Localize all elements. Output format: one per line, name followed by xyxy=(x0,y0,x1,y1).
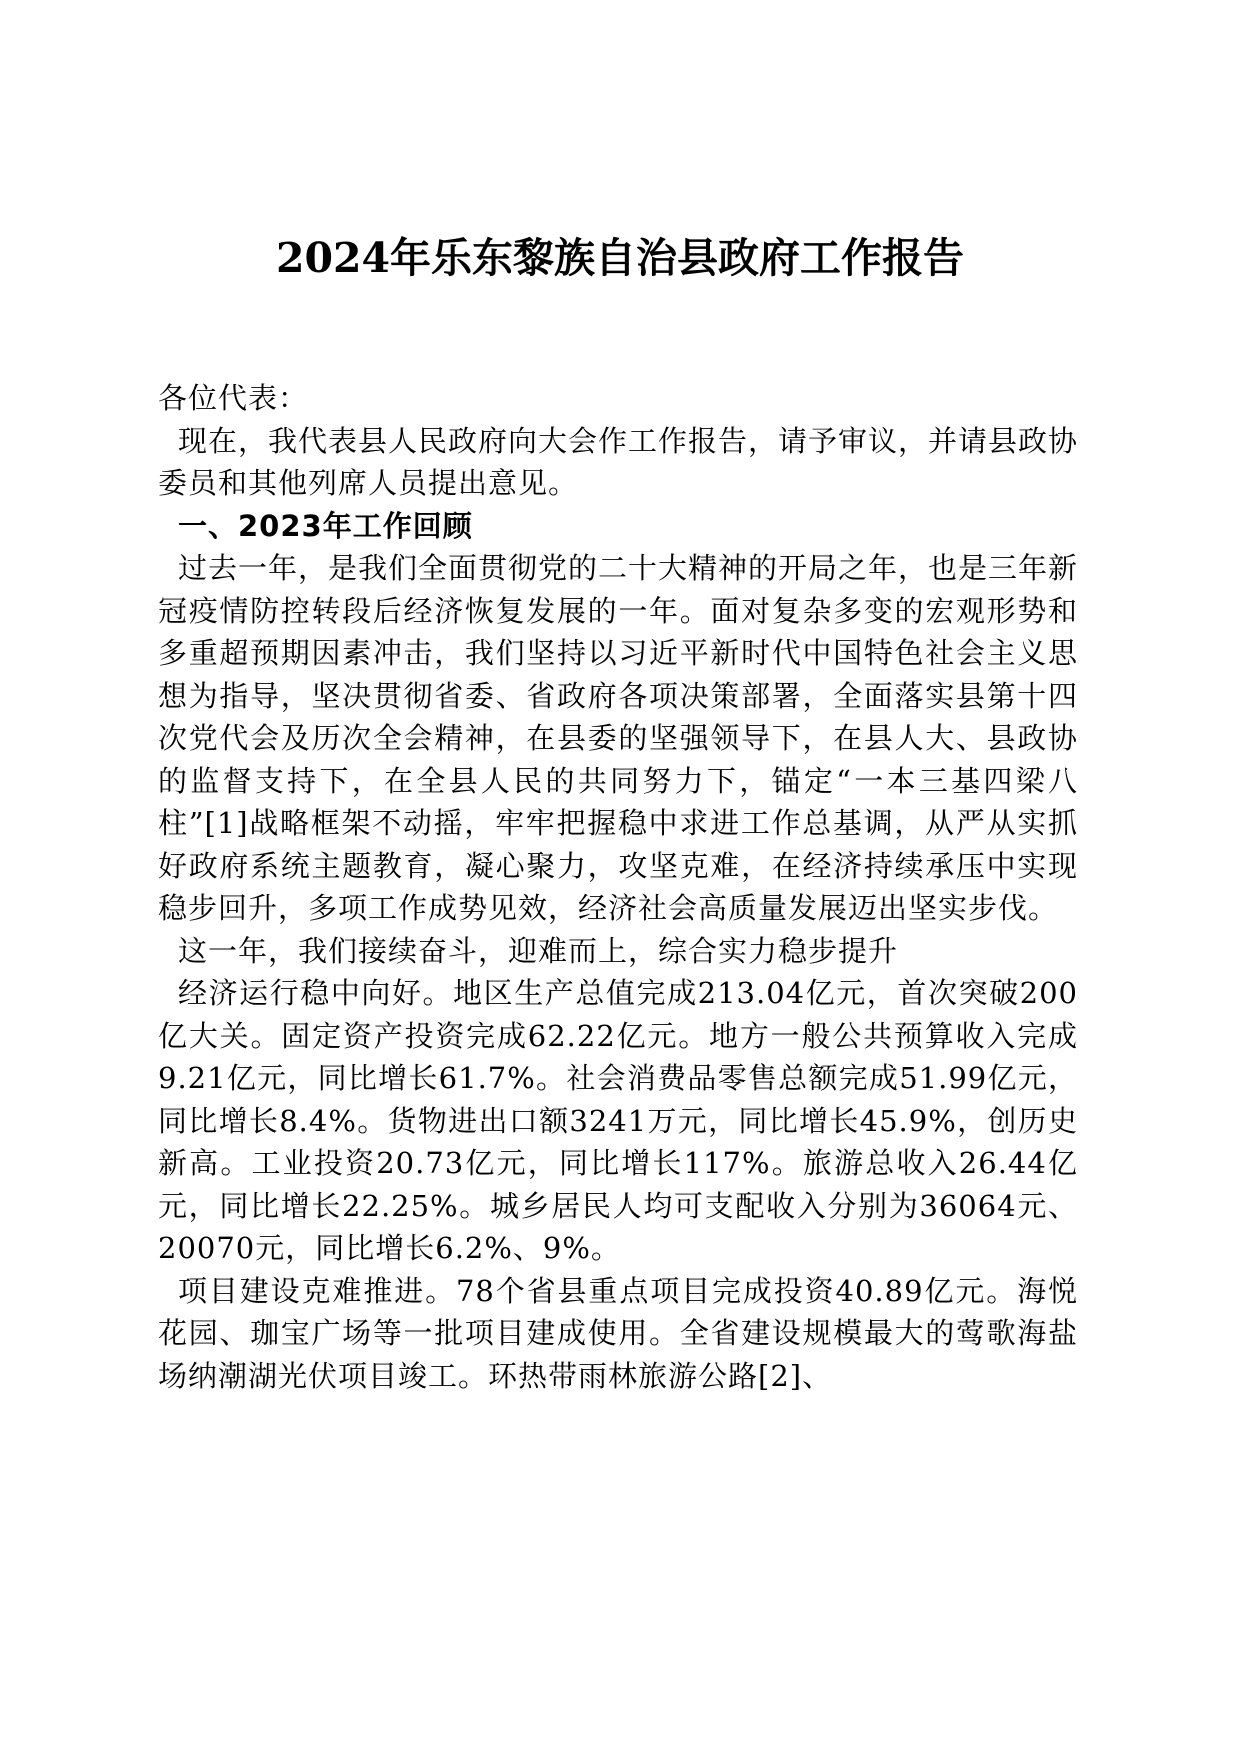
paragraph-review-overview: 过去一年，是我们全面贯彻党的二十大精神的开局之年，也是三年新冠疫情防控转段后经济恢复发展的一年。面对复杂多变的宏观形势和多重超预期因素冲击，我们坚持以习近平新时代中国特色社会主义思想为指导，坚决贯彻省委、省政府各项决策部署，全面落实县第十四次党代会及历次全会精神，在县委的坚强领导下，在县人大、县政协的监督支持下，在全县人民的共同努力下，锚定“一本三基四梁八柱”[1]战略框架不动摇，牢牢把握稳中求进工作总基调，从严从实抓好政府系统主题教育，凝心聚力，攻坚克难，在经济持续承压中实现稳步回升，多项工作成势见效，经济社会高质量发展迈出坚实步伐。 xyxy=(158,551,1079,925)
paragraph-economy: 经济运行稳中向好。地区生产总值完成213.04亿元，首次突破200亿大关。固定资产投资完成62.22亿元。地方一般公共预算收入完成9.21亿元，同比增长61.7%。社会消费品零售总额完成51.99亿元，同比增长8.4%。货物进出口额3241万元，同比增长45.9%，创历史新高。工业投资20.73亿元，同比增长117%。旅游总收入26.44亿元，同比增长22.25%。城乡居民人均可支配收入分别为36064元、20070元，同比增长6.2%、9%。 xyxy=(158,976,1078,1265)
paragraph-intro: 现在，我代表县人民政府向大会作工作报告，请予审议，并请县政协委员和其他列席人员提出意见。 xyxy=(158,423,1079,500)
salutation: 各位代表： xyxy=(158,381,309,415)
document-body xyxy=(158,377,1078,1397)
document-title: 2024年乐东黎族自治县政府工作报告 xyxy=(275,234,965,282)
section-heading: 一、2023年工作回顾 xyxy=(178,508,473,543)
paragraph-projects: 项目建设克难推进。78个省县重点项目完成投资40.89亿元。海悦花园、珈宝广场等一批项目建成使用。全省建设规模最大的莺歌海盐场纳潮湖光伏项目竣工。环热带雨林旅游公路[2]、 xyxy=(158,1273,1078,1393)
paragraph-subheading: 这一年，我们接续奋斗，迎难而上，综合实力稳步提升 xyxy=(178,933,899,968)
